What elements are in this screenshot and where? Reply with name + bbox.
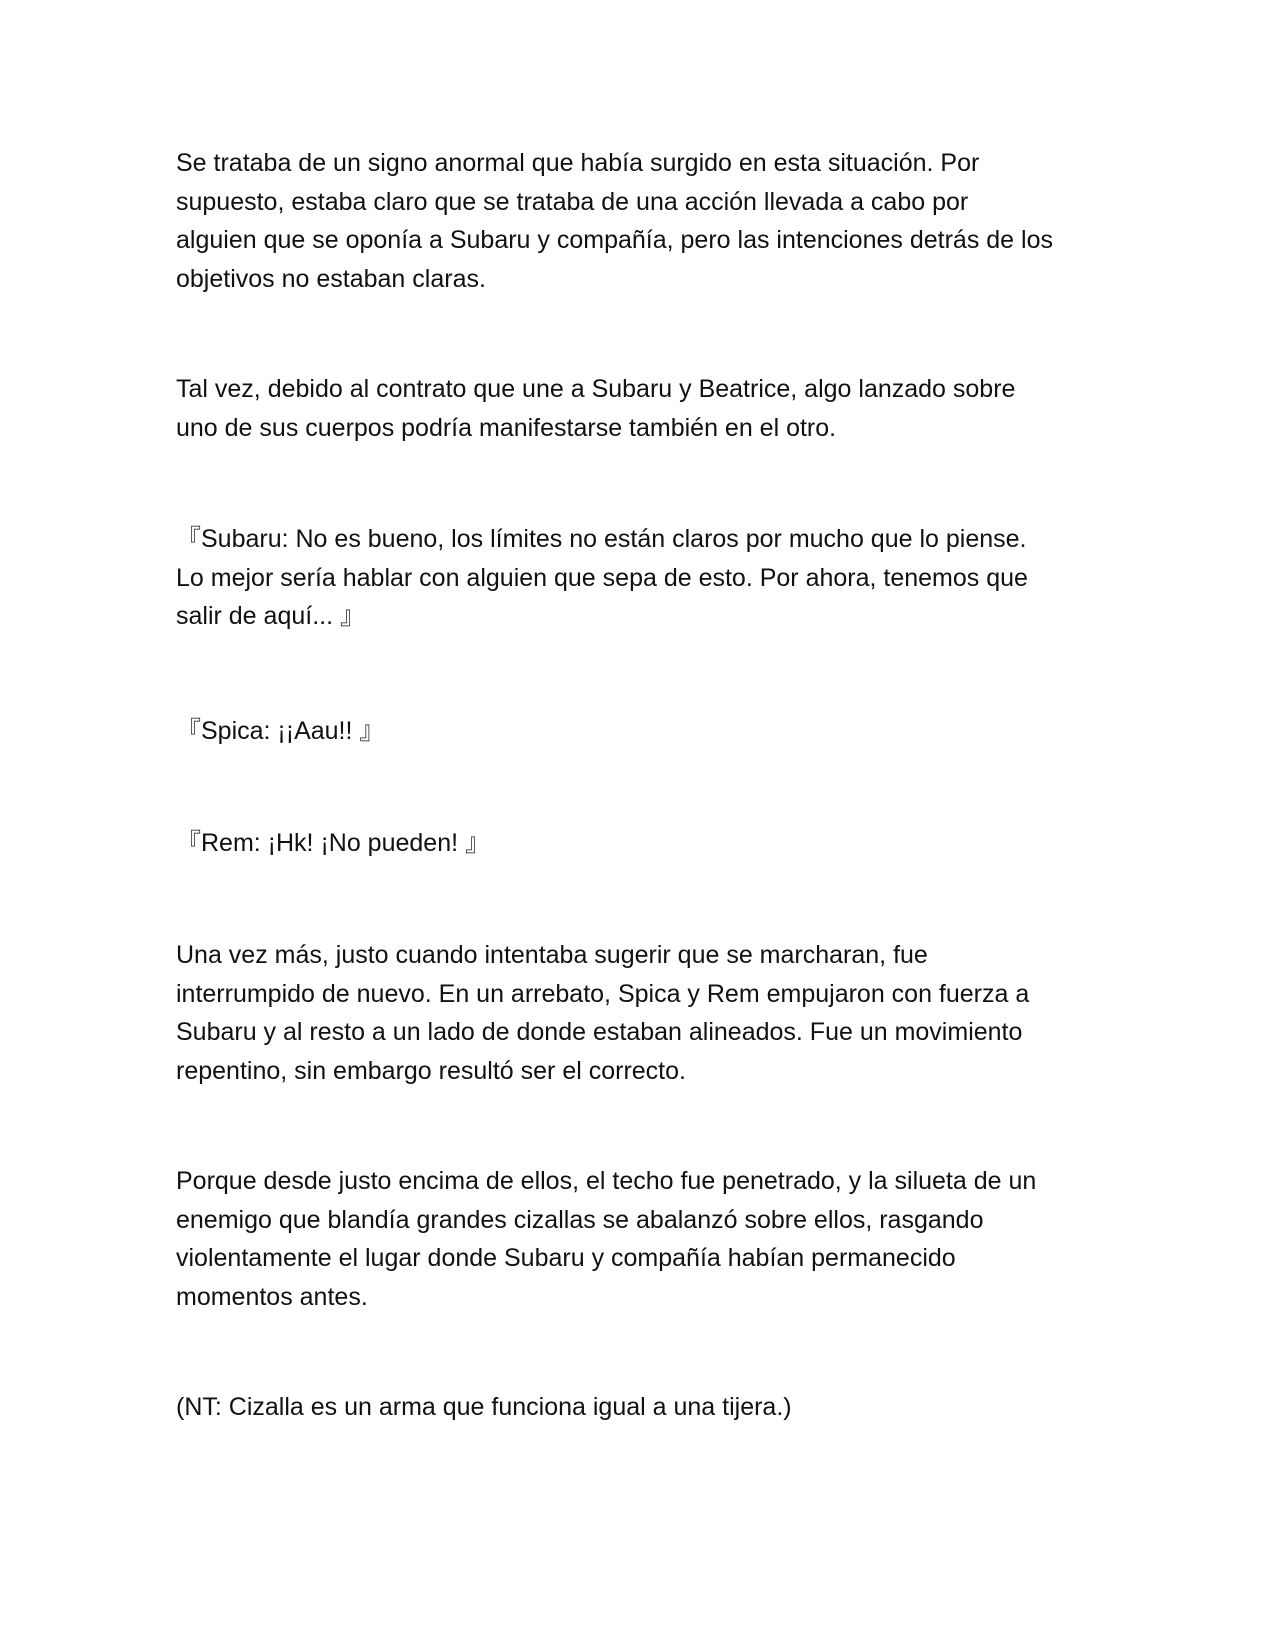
dialogue-spica: 『Spica: ¡¡Aau!! 』 [176, 717, 385, 745]
dialogue-rem: 『Rem: ¡Hk! ¡No pueden! 』 [176, 829, 490, 857]
narration-paragraph: Una vez más, justo cuando intentaba sugerir que se marcharan, fue interrumpido de nuevo. En un arrebato, Spica y Rem empujaron con fuerza a Subaru y al resto a un lado de donde estaban alineados. Fue un movimiento repentino, sin embargo resultó ser el correcto. [176, 941, 1030, 1085]
dialogue-subaru: 『Subaru: No es bueno, los límites no están claros por mucho que lo piense. Lo mejor sería hablar con alguien que sepa de esto. Por ahora, tenemos que salir de aquí... 』 [176, 525, 1028, 630]
narration-paragraph: Se trataba de un signo anormal que había surgido en esta situación. Por supuesto, estaba claro que se trataba de una acción llevada a cabo por alguien que se oponía a Subaru y compañía, pero las intenciones detrás de los objetivos no estaban claras. [176, 149, 1053, 293]
translator-note: (NT: Cizalla es un arma que funciona igual a una tijera.) [176, 1393, 792, 1421]
narration-paragraph: Porque desde justo encima de ellos, el techo fue penetrado, y la silueta de un enemigo que blandía grandes cizallas se abalanzó sobre ellos, rasgando violentamente el lugar donde Subaru y compañía habían permanecido momentos antes. [176, 1167, 1037, 1311]
narration-paragraph: Tal vez, debido al contrato que une a Subaru y Beatrice, algo lanzado sobre uno de sus cuerpos podría manifestarse también en el otro. [176, 375, 1016, 442]
